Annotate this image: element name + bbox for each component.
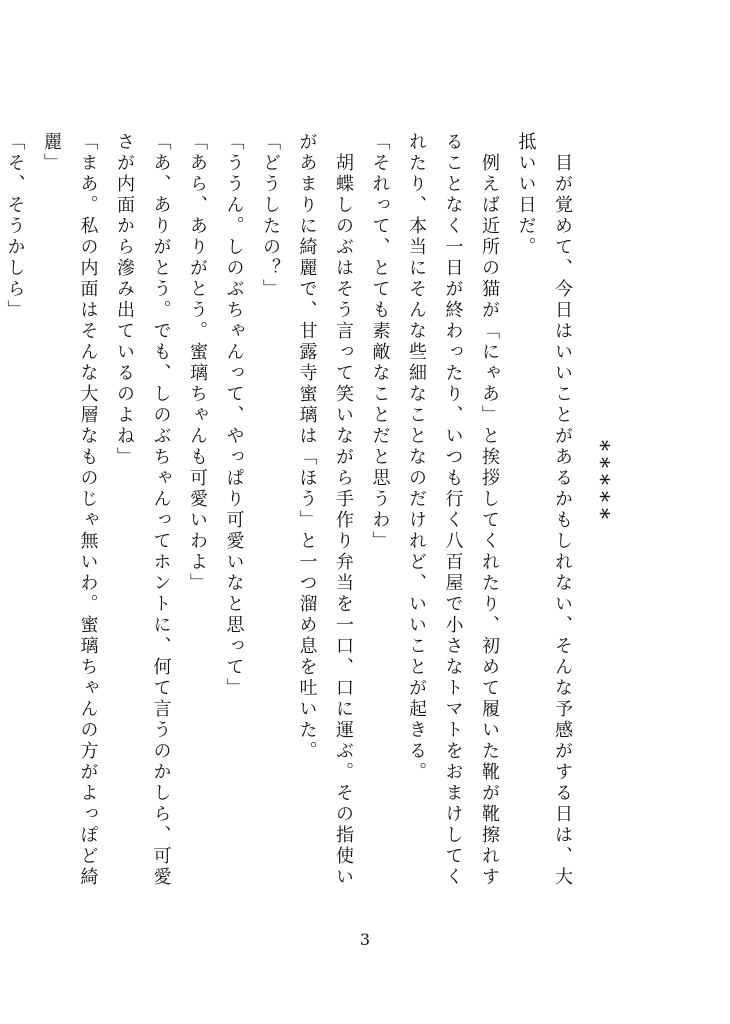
dialogue-line: 「そ、そうかしら」 — [4, 132, 26, 321]
paragraph: 例えば近所の猫が「にゃあ」と挨拶してくれたり、初めて履いた靴が靴擦れすることなく一日が終わったり、いつも行く八百屋で小さなトマトをおまけしてくれたり、本当にそんな些細なことなのだけれど、いいことが起きる。 — [406, 132, 500, 888]
dialogue-line: 「どうしたの？」 — [260, 132, 281, 300]
dialogue-line: 「あ、ありがとう。でも、しのぶちゃんってホントに、何て言うのかしら、可愛さが内面から滲み出ているのよね」 — [114, 132, 172, 888]
section-break-asterisks: ***** — [587, 440, 612, 525]
paragraph: 胡蝶しのぶはそう言って笑いながら手作り弁当を一口、口に運ぶ。その指使いがあまりに綺麗で、甘露寺蜜璃は「ほう」と一つ溜め息を吐いた。 — [296, 132, 354, 888]
dialogue-line: 「まあ。私の内面はそんな大層なものじゃ無いわ。蜜璃ちゃんの方がよっぽど綺麗」 — [41, 132, 99, 888]
dialogue-line: 「それって、とても素敵なことだと思うわ」 — [369, 132, 391, 552]
dialogue-line: 「ううん。しのぶちゃんって、やっぱり可愛いなと思って」 — [223, 132, 245, 699]
story-text — [0, 132, 580, 892]
page-number: 3 — [359, 930, 371, 949]
dialogue-line: 「あら、ありがとう。蜜璃ちゃんも可愛いわよ」 — [187, 132, 208, 594]
paragraph: 目が覚めて、今日はいいことがあるかもしれない、そんな予感がする日は、大抵いい日だ。 — [515, 132, 573, 888]
